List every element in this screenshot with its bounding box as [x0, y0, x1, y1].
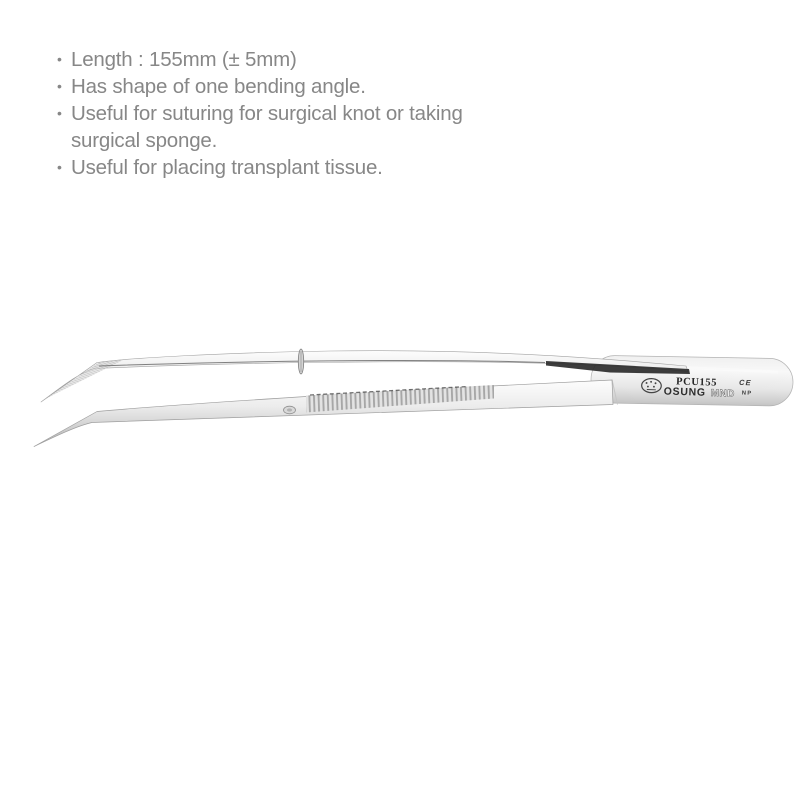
bullet-marker: •: [57, 51, 62, 67]
bullet-marker: •: [57, 78, 62, 94]
feature-text-suturing-wrap: surgical sponge.: [71, 129, 218, 152]
np-mark-text: NP: [741, 390, 753, 397]
ce-mark-text: CE: [738, 377, 752, 388]
alignment-pin: [298, 349, 303, 374]
feature-text-length: Length : 155mm (± 5mm): [71, 48, 297, 71]
model-number-text: PCU155: [675, 376, 718, 389]
feature-text-bending-angle: Has shape of one bending angle.: [71, 75, 366, 98]
brand-suffix-text: MND: [710, 388, 735, 400]
feature-text-suturing: Useful for suturing for surgical knot or taking: [71, 102, 463, 125]
bullet-marker: •: [57, 159, 62, 175]
rivet: [284, 406, 296, 414]
tweezers-lower-arm: [34, 380, 613, 447]
brand-name-text: OSUNG: [663, 385, 706, 399]
bullet-marker: •: [57, 105, 62, 121]
feature-text-transplant: Useful for placing transplant tissue.: [71, 156, 383, 179]
